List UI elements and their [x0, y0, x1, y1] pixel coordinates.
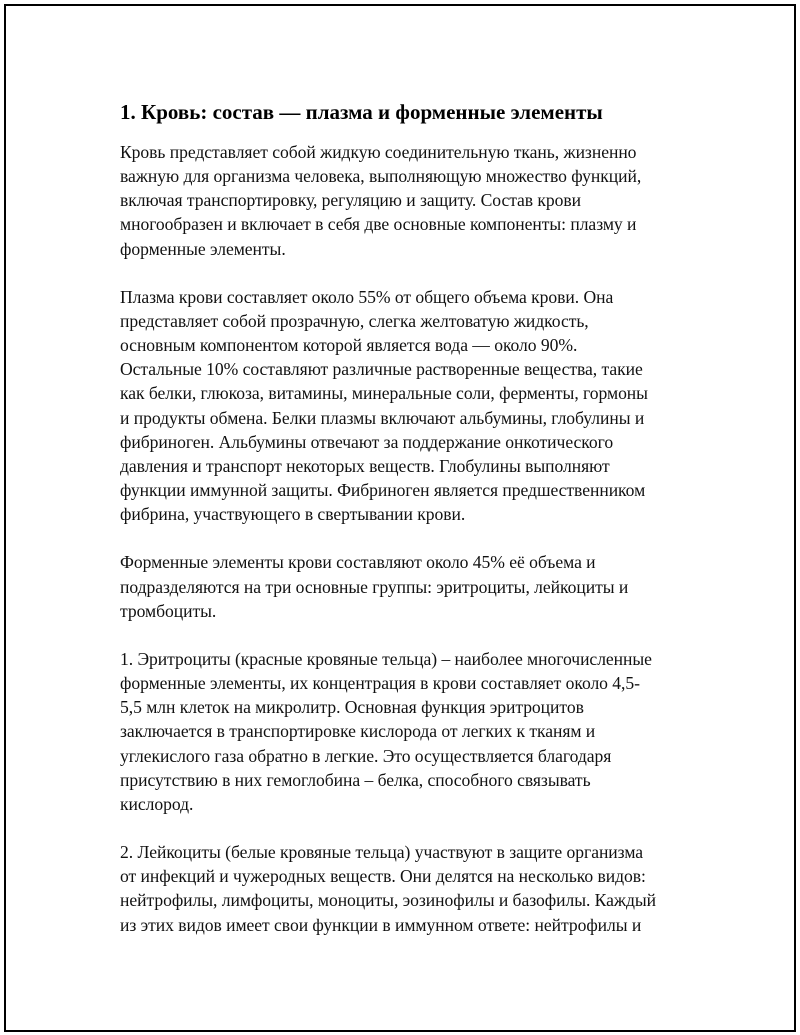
text-line: нейтрофилы, лимфоциты, моноциты, эозинофилы и базофилы. Каждый	[120, 890, 657, 911]
paragraph-formed-elements	[120, 550, 710, 622]
text-line: тромбоциты.	[120, 600, 217, 621]
text-line: Плазма крови составляет около 55% от общего объема крови. Она	[120, 286, 614, 307]
text-line: подразделяются на три основные группы: эритроциты, лейкоциты и	[120, 576, 629, 597]
text-line: фибриноген. Альбумины отвечают за поддержание онкотического	[120, 431, 614, 452]
text-line: функции иммунной защиты. Фибриноген является предшественником	[120, 479, 646, 500]
paragraph-erythrocytes	[120, 647, 710, 816]
text-line: из этих видов имеет свои функции в иммунном ответе: нейтрофилы и	[120, 914, 642, 935]
text-line: как белки, глюкоза, витамины, минеральные соли, ферменты, гормоны	[120, 383, 648, 404]
text-line: 2. Лейкоциты (белые кровяные тельца) участвуют в защите организма	[120, 842, 644, 863]
text-line: Кровь представляет собой жидкую соединительную ткань, жизненно	[120, 142, 637, 162]
page	[4, 4, 796, 1032]
paragraph-spacer	[120, 623, 710, 647]
text-line: включая транспортировку, регуляцию и защиту. Состав крови	[120, 190, 582, 211]
text-line: представляет собой прозрачную, слегка желтоватую жидкость,	[120, 310, 589, 331]
text-line: фибрина, участвующего в свертывании крови.	[120, 504, 466, 525]
text-line: многообразен и включает в себя две основные компоненты: плазму и	[120, 214, 637, 235]
text-line: Форменные элементы крови составляют около 45% её объема и	[120, 552, 596, 573]
text-line: форменные элементы, их концентрация в крови составляет около 4,5-	[120, 673, 640, 694]
text-line: форменные элементы.	[120, 238, 286, 259]
paragraph-spacer	[120, 816, 710, 840]
text-line: важную для организма человека, выполняющую множество функций,	[120, 166, 642, 187]
text-line: от инфекций и чужеродных веществ. Они делятся на несколько видов:	[120, 866, 646, 887]
paragraph-blood-intro	[120, 140, 710, 261]
paragraph-leukocytes	[120, 840, 710, 937]
text-line: 5,5 млн клеток на микролитр. Основная функция эритроцитов	[120, 697, 584, 718]
document-body	[120, 98, 710, 937]
text-line: углекислого газа обратно в легкие. Это осуществляется благодаря	[120, 745, 612, 766]
text-line: присутствию в них гемоглобина – белка, способного связывать	[120, 769, 591, 790]
text-line: Остальные 10% составляют различные растворенные вещества, такие	[120, 359, 643, 380]
body-text	[120, 140, 710, 937]
paragraph-spacer	[120, 261, 710, 285]
paragraph-plasma	[120, 285, 710, 526]
paragraph-spacer	[120, 526, 710, 550]
text-line: основным компонентом которой является вода — около 90%.	[120, 335, 578, 356]
section-title: 1. Кровь: состав — плазма и форменные элементы	[120, 100, 603, 124]
text-line: 1. Эритроциты (красные кровяные тельца) – наиболее многочисленные	[120, 648, 652, 669]
text-line: давления и транспорт некоторых веществ. Глобулины выполняют	[120, 455, 610, 476]
text-line: заключается в транспортировке кислорода от легких к тканям и	[120, 721, 596, 742]
text-line: и продукты обмена. Белки плазмы включают альбумины, глобулины и	[120, 407, 645, 428]
text-line: кислород.	[120, 793, 194, 814]
